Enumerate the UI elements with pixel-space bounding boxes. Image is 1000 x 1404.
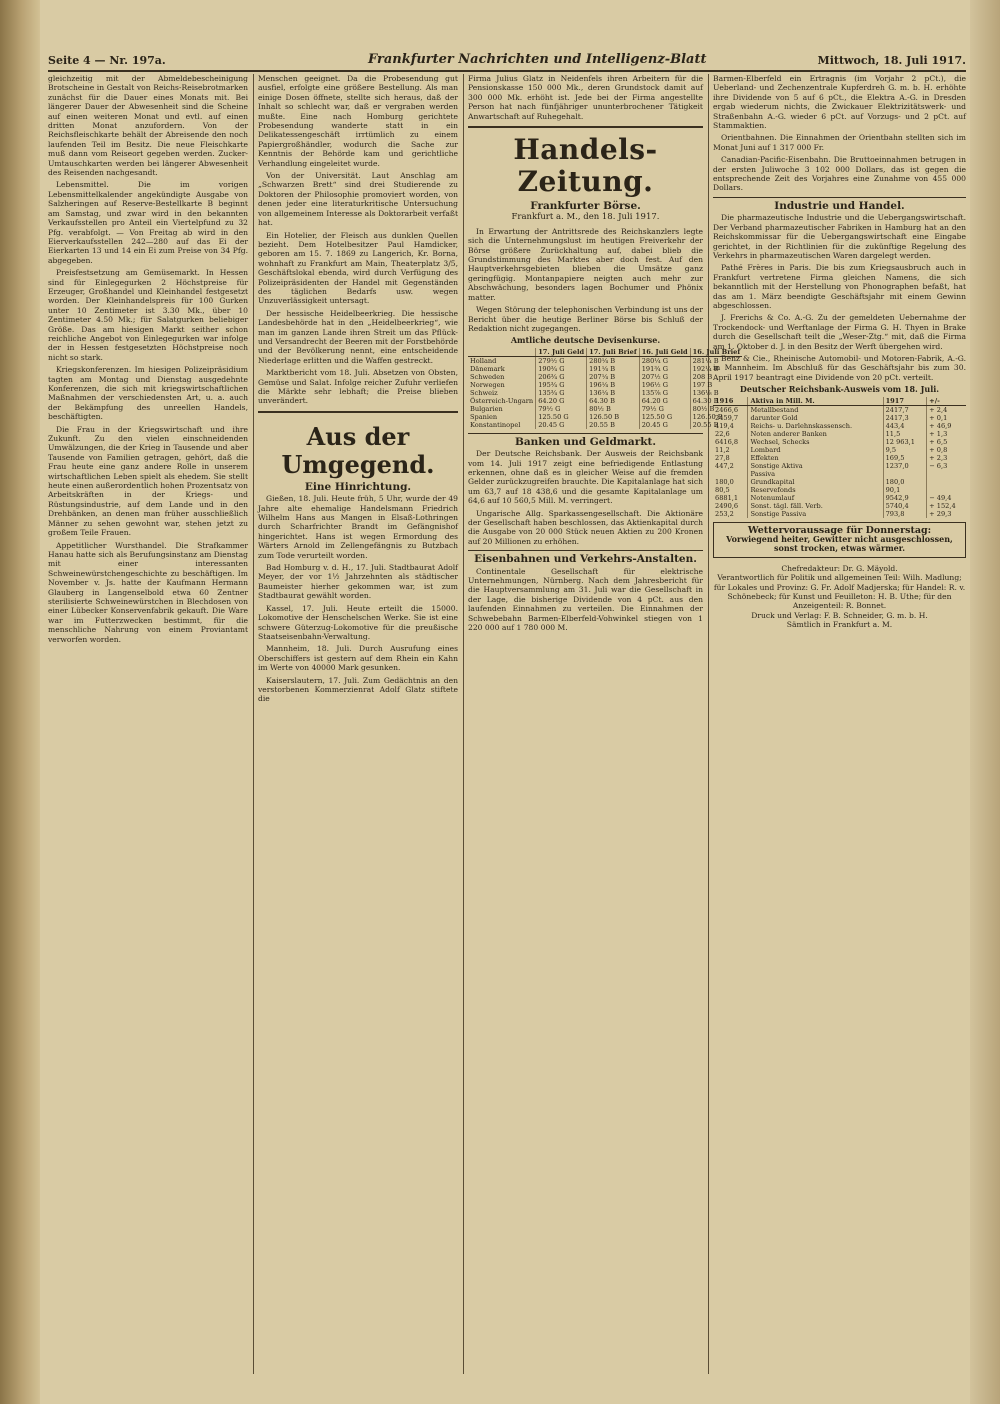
table-cell: Reichs- u. Darlehnskassensch.	[748, 422, 883, 430]
table-row	[713, 502, 966, 510]
article-paragraph: Barmen-Elberfeld ein Ertragnis (im Vorjahr 2 pCt.), die Ueberland- und Zechenzentrale Kupferdreh G. m. b. H. erhöhte ihre Dividende von 5 auf 6 pCt., die Elektra A.-G. in Dresden ergab wiederum nichts, die Zwickauer Elektrizitätswerk- und Straßenbahn A.-G. wieder 6 pCt. auf Vorzugs- und 2 pCt. auf Stammaktien.	[713, 74, 966, 131]
table-row	[468, 397, 742, 405]
table-cell: 80½ B	[692, 404, 715, 413]
table-cell: Reservefonds	[748, 486, 883, 494]
table-cell: Spanien	[468, 413, 536, 421]
table-cell: 207¼ B	[587, 373, 640, 381]
article-paragraph: J. Frerichs & Co. A.-G. Zu der gemeldeten Uebernahme der Trockendock- und Werftanlage der Firma G. H. Thyen in Brake durch die Gesellschaft teilt die „Weser-Ztg.“ mit, daß die Firma am 1. Oktober d. J. in den Besitz der Werft übergehen wird.	[713, 313, 966, 351]
table-cell: Notenumlauf	[748, 494, 883, 502]
table-cell: 6416,8	[713, 438, 748, 446]
imprint	[713, 564, 966, 630]
newspaper-page	[48, 48, 966, 1384]
section-subtitle: Frankfurter Börse.	[530, 200, 641, 213]
column-rule	[708, 74, 709, 1374]
table-cell: 196¼ B	[587, 381, 640, 389]
table-row	[468, 356, 742, 365]
table-cell: 136⅛ B	[692, 388, 719, 397]
article-paragraph: Appetitlicher Wursthandel. Die Strafkammer Hanau hatte sich als Berufungsinstanz am Dienstag mit einer interessanten Schweinewürstchengeschichte zu beschäftigen. Im November v. Js. hatte der Kaufmann Hermann Glauberg in Langenselbold etwa 60 Zentner sterilisierte Schweinewürstchen in Blechdosen von einer Lübecker Konservenfabrik gekauft. Die Ware war im Futterzwecken bestimmt, für die menschliche Nahrung von einem Proviantamt verworfen worden.	[48, 540, 248, 644]
table-cell: 135⅞ G	[639, 389, 690, 397]
table-cell: 125.50 G	[639, 413, 690, 421]
table-row	[468, 381, 742, 389]
table-cell: 64.30 B	[692, 396, 719, 405]
weather-box	[713, 522, 966, 558]
column-header: 1917	[883, 397, 927, 406]
table-cell: Wechsel, Schecks	[748, 438, 883, 446]
table-cell: 125.50 G	[536, 413, 587, 421]
table-cell	[883, 470, 927, 478]
table-cell: 136¼ B	[587, 389, 640, 397]
table-cell: 169,5	[883, 454, 927, 462]
table-cell: Konstantinopel	[468, 421, 536, 429]
weather-title: Wettervoraussage für Donnerstag:	[747, 524, 932, 536]
column-header: Aktiva in Mill. M.	[748, 397, 883, 406]
column-header: 16. Juli Brief	[690, 348, 742, 357]
table-cell: + 0,1	[929, 413, 948, 422]
imprint-line: Verantwortlich für Politik und allgemeinen Teil: Wilh. Madlung; für Lokales und Provinz: G. Fr. Adolf Madjerska; für Handel: R. v. Schönebeck; für Kunst und Feuilleton: H. B. Uthe; für den Anzeigenteil: R. Bonnet.	[713, 573, 966, 611]
table-row	[713, 438, 966, 446]
table-row	[468, 389, 742, 397]
table-cell: 208 B	[692, 372, 713, 381]
table-cell: 64.30 B	[587, 397, 640, 405]
table-row	[713, 478, 966, 486]
table-cell: 2417,3	[883, 414, 927, 422]
table-cell: 180,0	[713, 478, 748, 486]
table-cell: 207½ G	[639, 373, 690, 381]
table-cell: 191¾ G	[639, 365, 690, 373]
column-header: +/-	[927, 397, 966, 406]
column-local-news	[48, 74, 248, 1374]
table-cell: 5740,4	[883, 502, 927, 510]
table-cell: Metallbestand	[748, 405, 883, 414]
table-cell: 197 B	[692, 380, 713, 389]
table-cell: 80,5	[713, 486, 748, 494]
imprint-line: Druck und Verlag: F. B. Schneider, G. m. b. H.	[751, 610, 928, 620]
table-cell: 20.45 G	[536, 421, 587, 429]
article-paragraph: Menschen geeignet. Da die Probesendung gut ausfiel, erfolgte eine größere Bestellung. Als man einige Dosen öffnete, stellte sich heraus, daß der Inhalt so schlecht war, daß er vergraben werden mußte. Eine nach Homburg gerichtete Probesendung wanderte statt in ein Delikatessengeschäft irrtümlich zu einem Papiergroßhändler, wodurch die Sache zur Kenntnis der Behörde kam und gerichtliche Verhandlung eingeleitet wurde.	[258, 74, 458, 168]
table-cell: + 2,3	[929, 453, 948, 462]
table-cell: 22,6	[713, 430, 748, 438]
column-rule	[463, 74, 464, 1374]
table-cell: 280¼ G	[639, 356, 690, 365]
article-paragraph: Kaiserslautern, 17. Juli. Zum Gedächtnis an den verstorbenen Kommerzienrat Adolf Glatz stiftete die	[258, 675, 458, 704]
table-cell: 126.50 B	[692, 412, 723, 421]
table-cell: 419,4	[713, 422, 748, 430]
table-cell: 6881,1	[713, 494, 748, 502]
table-cell: 206¾ G	[536, 373, 587, 381]
table-cell: Lombard	[748, 446, 883, 454]
table-cell: Noten anderer Banken	[748, 430, 883, 438]
section-title-industrie: Industrie und Handel.	[774, 199, 905, 212]
table-cell: 279½ G	[536, 356, 587, 365]
devisen-table	[468, 348, 742, 429]
column-industrie	[713, 74, 966, 1374]
table-cell: + 29,3	[929, 509, 952, 518]
book-binding	[0, 0, 40, 1404]
article-paragraph: Preisfestsetzung am Gemüsemarkt. In Hessen sind für Einlegegurken 2 Höchstpreise für Erzeuger, Großhandel und Kleinhandel festgesetzt worden. Der Kleinhandelspreis für 100 Gurken unter 10 Zentimeter ist 3.30 Mk., über 10 Zentimeter 4.50 Mk.; für Salatgurken beliebiger Größe. Das am hiesigen Markt seither schon reichliche Angebot von Einlegegurken war infolge der in Hessen festgesetzten Höchstpreise noch nicht so stark.	[48, 268, 248, 362]
table-row	[468, 405, 742, 413]
table-cell: 64.20 G	[639, 397, 690, 405]
table-cell	[927, 470, 966, 478]
article-paragraph: Continentale Gesellschaft für elektrische Unternehmungen, Nürnberg. Nach dem Jahresbericht für die Hauptversammlung am 31. Juli war die Gesellschaft in der Lage, die bisherige Dividende von 4 pCt. aus den laufenden Einnahmen zu verteilen. Die Einnahmen der Schwebebahn Barmen-Elberfeld-Vohwinkel stiegen von 1 220 000 auf 1 780 000 M.	[468, 566, 703, 633]
table-row	[468, 373, 742, 381]
column-header	[468, 348, 536, 357]
article-paragraph: Firma Julius Glatz in Neidenfels ihren Arbeitern für die Pensionskasse 150 000 Mk., deren Grundstock damit auf 300 000 Mk. erhöht ist. Jede bei der Firma angestellte Person hat nach fünfjähriger ununterbrochener Tätigkeit Anwartschaft auf Ruhegehalt.	[468, 74, 703, 121]
section-divider	[468, 550, 703, 551]
table-cell: 11,5	[883, 430, 927, 438]
table-cell: 2417,7	[883, 405, 927, 414]
table-cell: + 0,8	[929, 445, 948, 454]
column-local-news-2	[258, 74, 458, 1374]
imprint-line: Chefredakteur: Dr. G. Mäyold.	[781, 563, 898, 573]
table-cell: Passiva	[748, 470, 883, 478]
table-cell: 281¼ B	[692, 356, 719, 365]
table-cell: 27,8	[713, 454, 748, 462]
table-cell: 9,5	[883, 446, 927, 454]
table-cell: Österreich-Ungarn	[468, 397, 536, 405]
table-cell: 135¾ G	[536, 389, 587, 397]
article-paragraph: Kriegskonferenzen. Im hiesigen Polizeipräsidium tagten am Montag und Dienstag ausgedehnte Konferenzen, die sich mit kriegswirtschaftlichen Maßnahmen der verschiedensten Art, u. a. auch der Bekämpfung des unreellen Handels, beschäftigten.	[48, 365, 248, 422]
article-paragraph: Von der Universität. Laut Anschlag am „Schwarzen Brett“ sind drei Studierende zu Doktoren der Philosophie promoviert worden, von denen jeder eine literaturkritische Untersuchung von allgemeinem Interesse als Doktorarbeit verfaßt hat.	[258, 171, 458, 228]
article-paragraph: Ungarische Allg. Sparkassengesellschaft. Die Aktionäre der Gesellschaft haben beschlossen, das Aktienkapital durch die Ausgabe von 20 000 Stück neuen Aktien zu 200 Kronen auf 20 Millionen zu erhöhen.	[468, 508, 703, 546]
article-paragraph: Marktbericht vom 18. Juli. Absetzen von Obsten, Gemüse und Salat. Infolge reicher Zufuhr verliefen die Märkte sehr lebhaft; die Preise blieben unverändert.	[258, 368, 458, 406]
table-cell: Bulgarien	[468, 405, 536, 413]
article-paragraph: Kassel, 17. Juli. Heute erteilt die 15000. Lokomotive der Henschelschen Werke. Sie ist eine schwere Güterzug-Lokomotive für die preußische Staatseisenbahn-Verwaltung.	[258, 603, 458, 641]
table-row	[713, 422, 966, 430]
reichsbank-table	[713, 397, 966, 518]
article-paragraph: Pathé Frères in Paris. Die bis zum Kriegsausbruch auch in Frankfurt vertretene Firma gleichen Namens, die sich bekanntlich mit der Herstellung von Phonographen befaßt, hat das am 1. März beendigte Geschäftsjahr mit einem Gewinn abgeschlossen.	[713, 263, 966, 310]
article-paragraph: Ein Hotelier, der Fleisch aus dunklen Quellen bezieht. Dem Hotelbesitzer Paul Hamdicker, geboren am 15. 7. 1869 zu Langerich, Kr. Borna, wohnhaft zu Frankfurt am Main, Theaterplatz 3/5, Geschäftslokal ebenda, wird durch Verfügung des Polizeipräsidenten der Handel mit Gegenständen des täglichen Bedarfs usw. wegen Unzuverlässigkeit untersagt.	[258, 230, 458, 306]
table-row	[713, 430, 966, 438]
table-caption: Amtliche deutsche Devisenkurse.	[510, 335, 661, 346]
table-cell: − 6,3	[929, 461, 948, 470]
table-cell: 80½ B	[587, 405, 640, 413]
column-header: 17. Juli Brief	[587, 348, 640, 357]
table-cell: Holland	[468, 356, 536, 365]
article-paragraph: Benz & Cie., Rheinische Automobil- und Motoren-Fabrik, A.-G. in Mannheim. Im Abschluß für das Geschäftsjahr bis zum 30. April 1917 beantragt eine Dividende von 20 pCt. verteilt.	[713, 353, 966, 382]
table-cell	[927, 478, 966, 486]
article-paragraph: gleichzeitig mit der Abmeldebescheinigung Brotscheine in Gestalt von Reichs-Reisebrotmarken zunächst für die Dauer eines Monats mit. Bei längerer Dauer der Abwesenheit sind die Scheine auf einen weiteren Monat und evtl. auf einen dritten Monat anzufordern. Von der Reichsfleischkarte behält der Abreisende den noch laufenden Teil im Besitz. Die neue Fleischkarte muß dann vom Reiseort gegeben werden. Zucker-Umtauschkarten werden bei längerer Abwesenheit des Reisenden nachgesandt.	[48, 74, 248, 178]
section-subtitle: Eine Hinrichtung.	[304, 480, 412, 493]
table-cell: 20.45 G	[639, 421, 690, 429]
table-row	[468, 421, 742, 429]
table-cell: Sonst. tägl. fäll. Verb.	[748, 502, 883, 510]
table-cell: + 1,3	[929, 429, 948, 438]
article-paragraph: Wegen Störung der telephonischen Verbindung ist uns der Bericht über die heutige Berliner Börse bis Schluß der Redaktion nicht zugegangen.	[468, 305, 703, 333]
table-cell: 20.55 B	[587, 421, 640, 429]
table-cell: 280¼ B	[587, 356, 640, 365]
article-paragraph: Die pharmazeutische Industrie und die Uebergangswirtschaft. Der Verband pharmazeutischer Fabriken in Hamburg hat an den Reichskommissar für die Uebergangswirtschaft eine Eingabe gerichtet, in der Richtlinien für die zukünftige Regelung des Verkehrs in pharmazeutischen Waren dargelegt werden.	[713, 213, 966, 260]
table-cell: Dänemark	[468, 365, 536, 373]
table-cell: 2466,6	[713, 405, 748, 414]
table-cell: 793,8	[883, 510, 927, 518]
table-header-row	[713, 397, 966, 406]
section-title-banken: Banken und Geldmarkt.	[514, 435, 657, 448]
masthead: Frankfurter Nachrichten und Intelligenz-Blatt	[368, 52, 707, 67]
table-cell: 195¾ G	[536, 381, 587, 389]
table-cell: 2459,7	[713, 414, 748, 422]
table-cell: 1237,0	[883, 462, 927, 470]
table-row	[713, 454, 966, 462]
article-paragraph: Gießen, 18. Juli. Heute früh, 5 Uhr, wurde der 49 Jahre alte ehemalige Handelsmann Friedrich Wilhelm Hans aus Mangen in Elsaß-Lothringen durch Scharfrichter Brandt im Gefängnishof hingerichtet. Hans ist wegen Ermordung des Wärters Arnold im Zellengefängnis zu Butzbach zum Tode verurteilt worden.	[258, 494, 458, 560]
table-cell: 20.55 B	[692, 420, 719, 429]
table-cell: 9542,9	[883, 494, 927, 502]
table-cell: 2490,6	[713, 502, 748, 510]
table-cell: 196½ G	[639, 381, 690, 389]
table-cell: darunter Gold	[748, 414, 883, 422]
table-row	[468, 365, 742, 373]
table-cell: 79½ G	[536, 405, 587, 413]
table-cell: Sonstige Aktiva	[748, 462, 883, 470]
section-divider	[713, 197, 966, 198]
table-cell: Schweiz	[468, 389, 536, 397]
table-row	[713, 486, 966, 494]
table-header-row	[468, 348, 742, 357]
column-header: 1916	[713, 397, 748, 406]
weather-text: Vorwiegend heiter, Gewitter nicht ausgeschlossen, sonst trocken, etwas wärmer.	[726, 534, 953, 554]
article-paragraph: Die Frau in der Kriegswirtschaft und ihre Zukunft. Zu den vielen einschneidenden Umwälzungen, die der Krieg in Tausende und aber Tausende von Familien getragen, gehört, daß die Frau heute eine ganz andere Rolle in unserem wirtschaftlichen Leben spielt als ehedem. Sie stellt heute einen außerordentlich hohen Prozentsatz von Arbeitskräften in der Kriegs- und Rüstungsindustrie, auf dem Lande und in den Drehbänken, an denen man früher ausschließlich Männer zu sehen gewohnt war, stehen jetzt zu großem Teile Frauen.	[48, 424, 248, 538]
section-title-handels-zeitung: Handels-Zeitung.	[513, 133, 658, 199]
table-cell: 12 963,1	[883, 438, 927, 446]
table-cell: Schweden	[468, 373, 536, 381]
table-cell: + 6,5	[929, 437, 948, 446]
table-row	[468, 413, 742, 421]
article-paragraph: Orientbahnen. Die Einnahmen der Orientbahn stellten sich im Monat Juni auf 1 317 000 Fr.	[713, 133, 966, 152]
article-paragraph: Lebensmittel. Die im vorigen Lebensmittelkalender angekündigte Ausgabe von Salzheringen auf Reserve-Bestellkarte B beginnt am Samstag, und zwar wird in den bekannten Verkaufsstellen pro Anteil ein Viertelpfund zu 32 Pfg. verabfolgt. — Von Freitag ab wird in den Eierverkaufsstellen 242—280 auf das Ei der Eierkarten 13 und 14 ein Ei zum Preise von 34 Pfg. abgegeben.	[48, 180, 248, 265]
table-cell: + 152,4	[929, 501, 956, 510]
imprint-line: Sämtlich in Frankfurt a. M.	[786, 620, 893, 630]
table-cell: Norwegen	[468, 381, 536, 389]
article-paragraph: Der hessische Heidelbeerkrieg. Die hessische Landesbehörde hat in den „Heidelbeerkrieg“, wie man im ganzen Lande ihren Streit um das Pflück- und Versandrecht der Beeren mit der Forstbehörde und der Bevölkerung nennt, eine entscheidende Niederlage erlitten und die Waffen gestreckt.	[258, 308, 458, 365]
table-cell: 253,2	[713, 510, 748, 518]
issue-date: Mittwoch, 18. Juli 1917.	[817, 54, 966, 67]
table-cell: Effekten	[748, 454, 883, 462]
section-title-umgegend: Aus der Umgegend.	[281, 421, 435, 479]
article-paragraph: Canadian-Pacific-Eisenbahn. Die Bruttoeinnahmen betrugen in der ersten Juliwoche 3 102 000 Dollars, das ist gegen die entsprechende Zeit des Vorjahres eine Zunahme von 455 000 Dollars.	[713, 155, 966, 193]
article-paragraph: Der Deutsche Reichsbank. Der Ausweis der Reichsbank vom 14. Juli 1917 zeigt eine befriedigende Entlastung erkennen, ohne daß es in gleicher Weise auf die fremden Gelder zurückzugreifen brauchte. Die Kapitalanlage hat sich um 63,7 auf 18 438,6 und die gesamte Kapitalanlage um 64,6 auf 10 560,5 Mill. M. verringert.	[468, 449, 703, 506]
table-row	[713, 462, 966, 470]
page-edge	[970, 0, 1000, 1404]
table-cell: Sonstige Passiva	[748, 510, 883, 518]
table-row	[713, 470, 966, 478]
table-cell	[713, 470, 748, 478]
table-cell: 443,4	[883, 422, 927, 430]
table-cell: − 49,4	[929, 493, 952, 502]
table-cell: 11,2	[713, 446, 748, 454]
table-cell: 79½ G	[639, 405, 690, 413]
table-cell: 192¼ B	[692, 364, 719, 373]
dateline: Frankfurt a. M., den 18. Juli 1917.	[511, 212, 660, 223]
page-header	[48, 48, 966, 72]
table-cell: + 2,4	[929, 405, 948, 414]
table-cell: 90,1	[883, 486, 927, 494]
table-cell: 180,0	[883, 478, 927, 486]
table-row	[713, 446, 966, 454]
table-row	[713, 510, 966, 518]
table-cell: 191¼ B	[587, 365, 640, 373]
table-row	[713, 405, 966, 414]
table-cell: 126.50 B	[587, 413, 640, 421]
column-header: 16. Juli Geld	[639, 348, 690, 357]
table-cell	[927, 486, 966, 494]
column-rule	[253, 74, 254, 1374]
table-cell: Grundkapital	[748, 478, 883, 486]
article-paragraph: Mannheim, 18. Juli. Durch Ausrufung eines Oberschiffers ist gestern auf dem Rhein ein Kahn im Werte von 40000 Mark gesunken.	[258, 644, 458, 673]
table-row	[713, 494, 966, 502]
section-title-eisenbahnen: Eisenbahnen und Verkehrs-Anstalten.	[474, 553, 697, 566]
table-caption: Deutscher Reichsbank-Ausweis vom 18. Juli.	[739, 384, 940, 395]
article-paragraph: Bad Homburg v. d. H., 17. Juli. Stadtbaurat Adolf Meyer, der vor 1½ Jahrzehnten als städtischer Baumeister hierher gekommen war, ist zum Stadtbaurat gewählt worden.	[258, 563, 458, 601]
column-header: 17. Juli Geld	[536, 348, 587, 357]
table-cell: 190¾ G	[536, 365, 587, 373]
page-number: Seite 4 — Nr. 197a.	[48, 54, 166, 67]
section-divider	[468, 126, 703, 128]
section-divider	[258, 411, 458, 413]
table-cell: + 46,9	[929, 421, 952, 430]
table-cell: 64.20 G	[536, 397, 587, 405]
table-cell: 447,2	[713, 462, 748, 470]
table-row	[713, 414, 966, 422]
section-divider	[468, 433, 703, 434]
article-paragraph: In Erwartung der Antrittsrede des Reichskanzlers legte sich die Unternehmungslust im heutigen Freiverkehr der Börse größere Zurückhaltung auf, dabei blieb die Grundstimmung des Marktes aber doch fest. Auf den Hauptverkehrsgebieten blieben die Umsätze ganz geringfügig. Montanpapiere neigten auch mehr zur Abschwächung, besonders lagen Bochumer und Phönix matter.	[468, 226, 703, 302]
